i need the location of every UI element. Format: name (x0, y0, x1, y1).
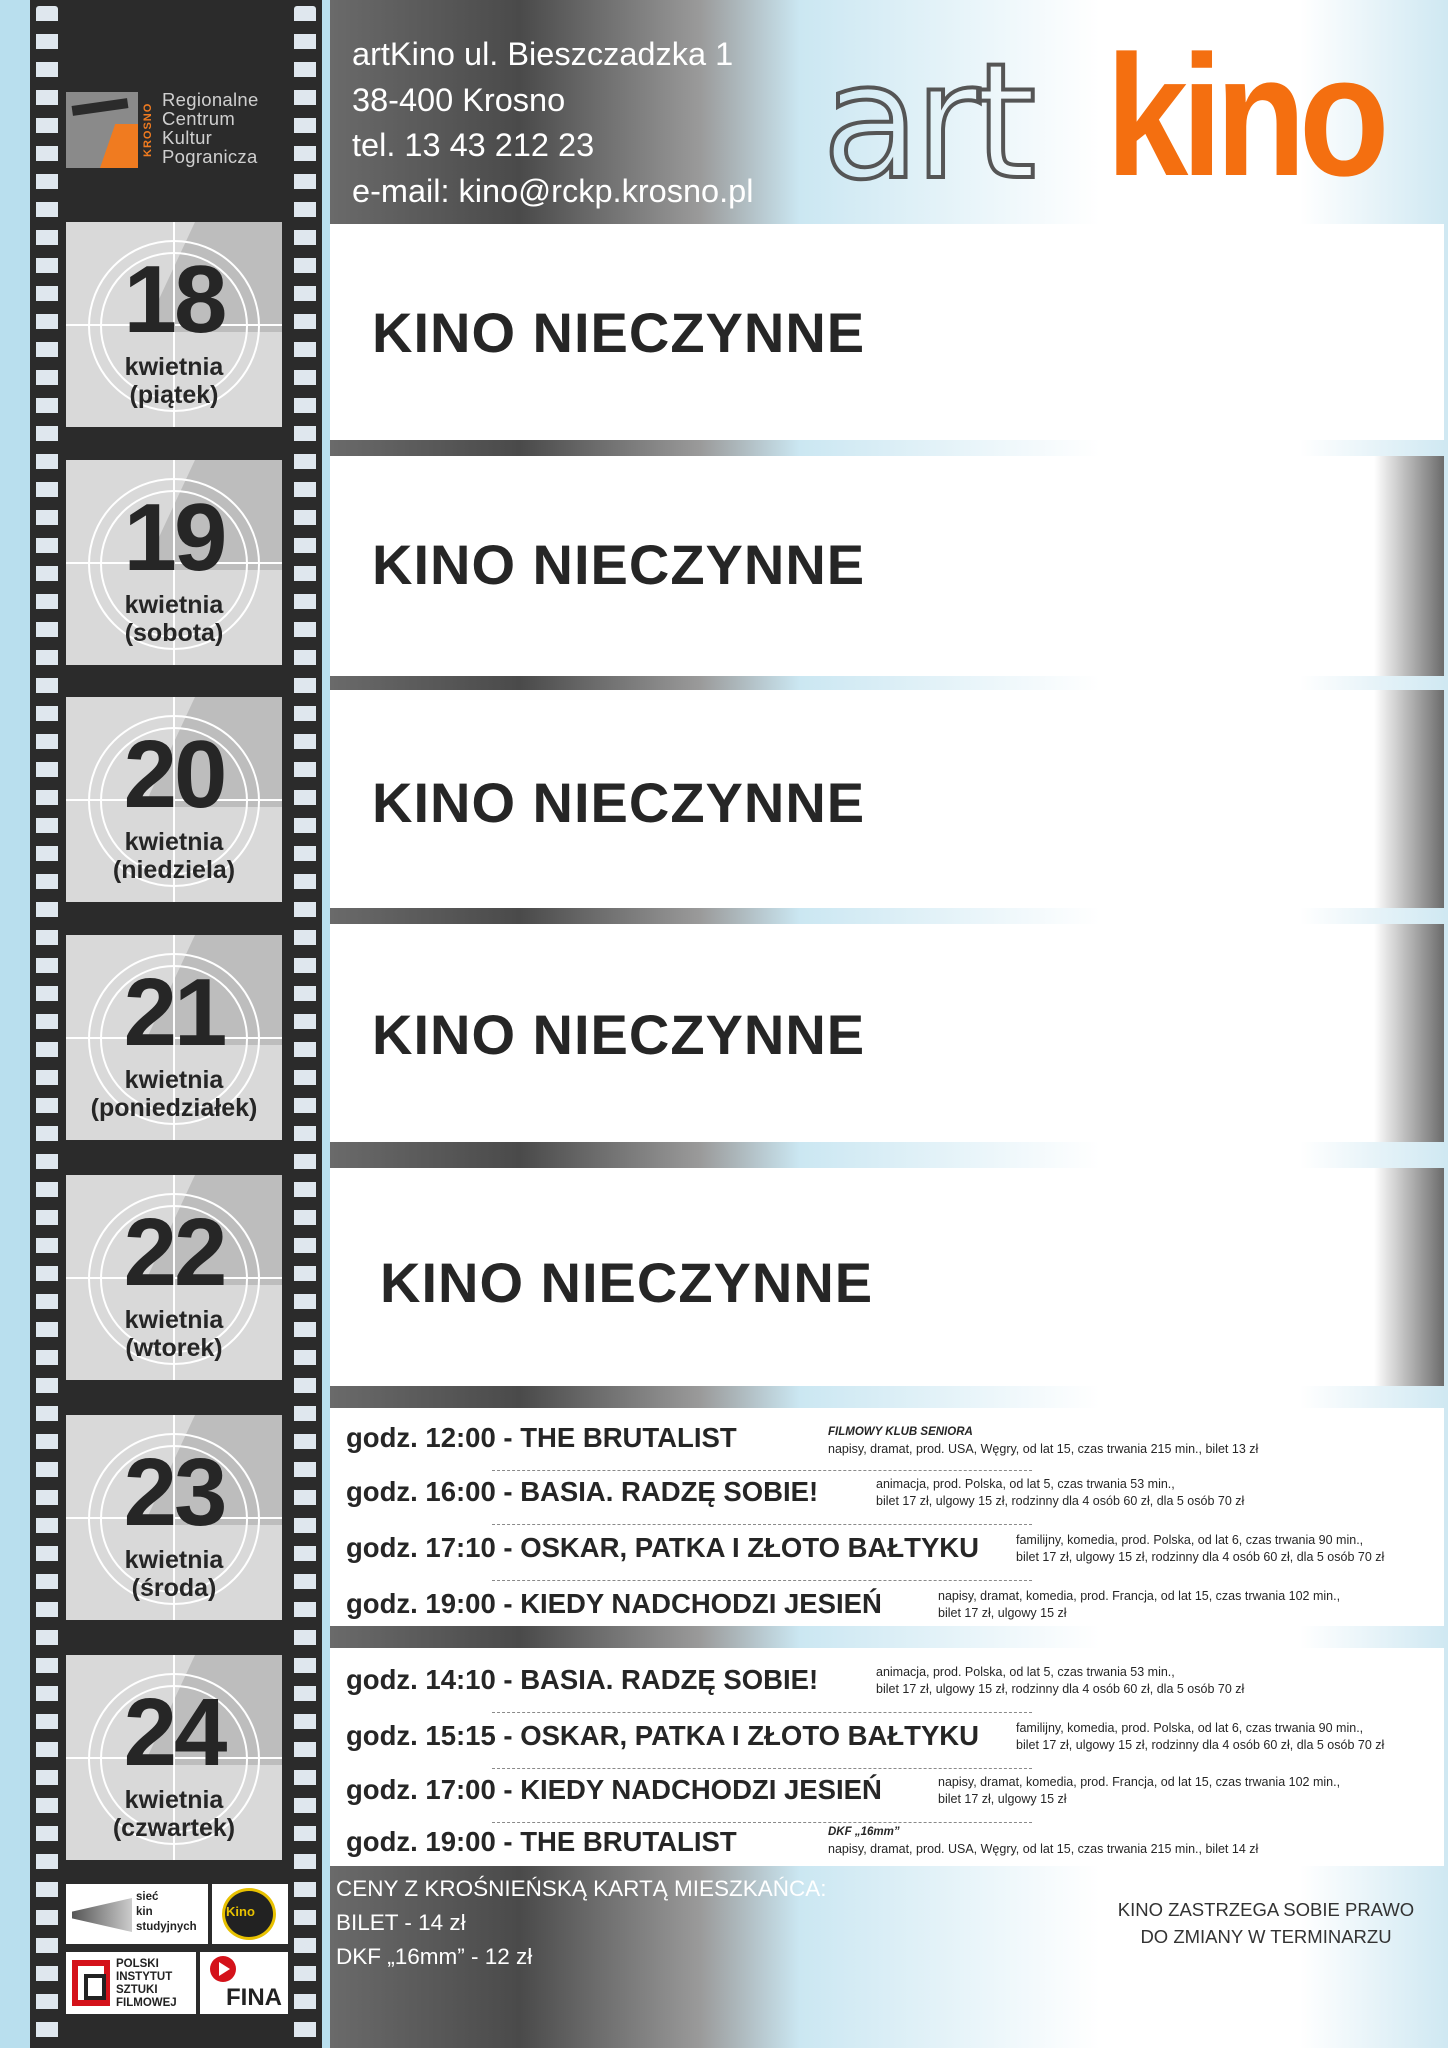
day-month: kwietnia (124, 1546, 224, 1574)
screening-row (346, 1820, 1436, 1876)
address-line: artKino ul. Bieszczadzka 1 (352, 36, 734, 72)
day-frame-18 (66, 222, 282, 427)
screening-info (828, 1824, 1258, 1858)
screening-title: godz. 15:15 - OSKAR, PATKA I ZŁOTO BAŁTYKU (346, 1720, 980, 1751)
day-panel-18 (330, 224, 1444, 440)
screening-row (346, 1416, 1436, 1472)
day-month: kwietnia (124, 591, 224, 619)
screening-desc: bilet 17 zł, ulgowy 15 zł (938, 1792, 1067, 1806)
ksk-line: kin (136, 1906, 153, 1918)
artkino-logo (822, 20, 1383, 215)
rckp-line: Pogranicza (162, 146, 258, 167)
day-frame-22 (66, 1175, 282, 1380)
screening-row (346, 1582, 1436, 1638)
screening-desc: napisy, dramat, komedia, prod. Francja, od lat 15, czas trwania 102 min., (938, 1589, 1341, 1603)
projector-rays-icon (72, 1898, 132, 1932)
pisf-line: POLSKI (116, 1958, 159, 1970)
screening-desc: bilet 17 zł, ulgowy 15 zł, rodzinny dla 4 osób 60 zł, dla 5 osób 70 zł (876, 1682, 1245, 1696)
cinema-address (352, 32, 753, 214)
day-panel-20 (330, 690, 1444, 908)
logo-art: art (822, 28, 1031, 215)
notice-line: KINO ZASTRZEGA SOBIE PRAWO (1117, 1899, 1415, 1920)
screening-desc: bilet 17 zł, ulgowy 15 zł, rodzinny dla 4 osób 60 zł, dla 5 osób 70 zł (1016, 1738, 1385, 1752)
screening-info (828, 1424, 1258, 1458)
day-frame-20 (66, 697, 282, 902)
day-weekday: (wtorek) (125, 1334, 223, 1362)
screening-desc: bilet 17 zł, ulgowy 15 zł, rodzinny dla 4 osób 60 zł, dla 5 osób 70 zł (1016, 1550, 1385, 1564)
pisf-line: FILMOWEJ (116, 1997, 177, 2009)
day-panel-19 (330, 456, 1444, 676)
day-number: 23 (123, 1439, 225, 1546)
screening-desc: familijny, komedia, prod. Polska, od lat 6, czas trwania 90 min., (1016, 1721, 1364, 1735)
day-number: 18 (123, 246, 225, 353)
screening-desc: animacja, prod. Polska, od lat 5, czas trwania 53 min., (876, 1477, 1175, 1491)
screening-desc: familijny, komedia, prod. Polska, od lat 6, czas trwania 90 min., (1016, 1533, 1364, 1547)
screening-info (876, 1476, 1244, 1510)
closed-label: KINO NIECZYNNE (372, 301, 866, 364)
screening-info (938, 1774, 1340, 1808)
phone-line: tel. 13 43 212 23 (352, 127, 595, 163)
day-panel-22 (330, 1168, 1444, 1386)
day-frame-19 (66, 460, 282, 665)
siec-kin-studyjnych-logo (66, 1884, 208, 1944)
screening-desc: animacja, prod. Polska, od lat 5, czas trwania 53 min., (876, 1665, 1175, 1679)
screening-row (346, 1658, 1436, 1714)
closed-label: KINO NIECZYNNE (372, 533, 866, 596)
day-month: kwietnia (124, 353, 224, 381)
screening-tag: FILMOWY KLUB SENIORA (828, 1426, 973, 1438)
day-month: kwietnia (124, 1306, 224, 1334)
rckp-line: Centrum (162, 108, 236, 129)
screening-desc: napisy, dramat, komedia, prod. Francja, od lat 15, czas trwania 102 min., (938, 1775, 1341, 1789)
day-weekday: (sobota) (124, 619, 224, 647)
screening-desc: napisy, dramat, prod. USA, Węgry, od lat 15, czas trwania 215 min., bilet 13 zł (828, 1442, 1259, 1456)
day-month: kwietnia (124, 1066, 224, 1094)
screening-info (1016, 1532, 1384, 1566)
screening-title: godz. 19:00 - THE BRUTALIST (346, 1826, 737, 1857)
closed-label: KINO NIECZYNNE (380, 1251, 874, 1314)
ksk-line: sieć (136, 1891, 159, 1903)
closed-label: KINO NIECZYNNE (372, 1003, 866, 1066)
rckp-logo-text (162, 90, 259, 166)
kino-logo (212, 1884, 288, 1944)
day-frame-21 (66, 935, 282, 1140)
day-frame-24 (66, 1655, 282, 1860)
day-number: 19 (123, 484, 225, 591)
partner-logos (66, 1880, 292, 2040)
day-number: 22 (123, 1199, 225, 1306)
rckp-logo-mark-icon (66, 92, 138, 168)
day-number: 21 (123, 959, 225, 1066)
fina-logo-text: FINA (226, 1984, 282, 2011)
film-perforation-right (294, 6, 316, 2046)
screening-info (1016, 1720, 1384, 1754)
day-frame-23 (66, 1415, 282, 1620)
screening-title: godz. 14:10 - BASIA. RADZĘ SOBIE! (346, 1664, 819, 1695)
day-weekday: (niedziela) (112, 856, 236, 884)
price-heading: CENY Z KROŚNIEŃSKĄ KARTĄ MIESZKAŃCA: (336, 1876, 827, 1901)
separator (492, 1712, 1032, 1713)
screening-row (346, 1768, 1436, 1824)
day-month: kwietnia (124, 1786, 224, 1814)
email-line: e-mail: kino@rckp.krosno.pl (352, 172, 754, 209)
screening-title: godz. 16:00 - BASIA. RADZĘ SOBIE! (346, 1476, 819, 1507)
screening-desc: bilet 17 zł, ulgowy 15 zł, rodzinny dla 4 osób 60 zł, dla 5 osób 70 zł (876, 1494, 1245, 1508)
rckp-logo (66, 88, 292, 172)
screening-title: godz. 19:00 - KIEDY NADCHODZI JESIEŃ (346, 1588, 882, 1619)
day-month: kwietnia (124, 828, 224, 856)
screening-desc: bilet 17 zł, ulgowy 15 zł (938, 1606, 1067, 1620)
day-weekday: (czwartek) (112, 1814, 236, 1842)
screening-desc: napisy, dramat, prod. USA, Węgry, od lat 15, czas trwania 215 min., bilet 14 zł (828, 1842, 1259, 1856)
price-dkf: DKF „16mm” - 12 zł (336, 1944, 533, 1969)
ksk-line: studyjnych (136, 1921, 197, 1933)
day-weekday: (piątek) (129, 381, 219, 409)
pisf-logo (66, 1952, 196, 2014)
screening-info (938, 1588, 1340, 1622)
film-perforation-left (36, 6, 58, 2046)
day-panel-23 (330, 1408, 1444, 1626)
screening-row (346, 1470, 1436, 1526)
separator (492, 1580, 1032, 1581)
day-panel-24 (330, 1648, 1444, 1866)
fina-logo (200, 1952, 288, 2014)
day-number: 24 (123, 1679, 225, 1786)
screening-row (346, 1526, 1436, 1582)
pisf-line: SZTUKI (116, 1984, 158, 1996)
screening-title: godz. 17:10 - OSKAR, PATKA I ZŁOTO BAŁTYKU (346, 1532, 980, 1563)
screening-title: godz. 12:00 - THE BRUTALIST (346, 1422, 737, 1453)
notice-line: DO ZMIANY W TERMINARZU (1140, 1926, 1392, 1947)
kino-logo-text: Kino (226, 1904, 255, 1919)
screening-title: godz. 17:00 - KIEDY NADCHODZI JESIEŃ (346, 1774, 882, 1805)
logo-kino: kino (1106, 20, 1383, 212)
rckp-logo-krosno: KROSNO (142, 102, 154, 158)
rckp-line: Kultur (162, 127, 213, 148)
screening-info (876, 1664, 1244, 1698)
day-panel-21 (330, 924, 1444, 1142)
day-weekday: (poniedziałek) (90, 1094, 258, 1122)
day-number: 20 (123, 721, 225, 828)
price-ticket: BILET - 14 zł (336, 1910, 466, 1935)
closed-label: KINO NIECZYNNE (372, 771, 866, 834)
screening-tag: DKF „16mm” (828, 1826, 900, 1838)
separator (492, 1524, 1032, 1525)
address-line: 38-400 Krosno (352, 81, 566, 118)
screening-row (346, 1714, 1436, 1770)
price-info (336, 1872, 827, 1974)
pisf-square-icon (72, 1960, 110, 2006)
day-weekday: (środa) (131, 1574, 217, 1602)
schedule-notice (1106, 1896, 1426, 1950)
play-icon (210, 1956, 236, 1982)
pisf-line: INSTYTUT (116, 1971, 173, 1983)
rckp-line: Regionalne (162, 89, 259, 110)
